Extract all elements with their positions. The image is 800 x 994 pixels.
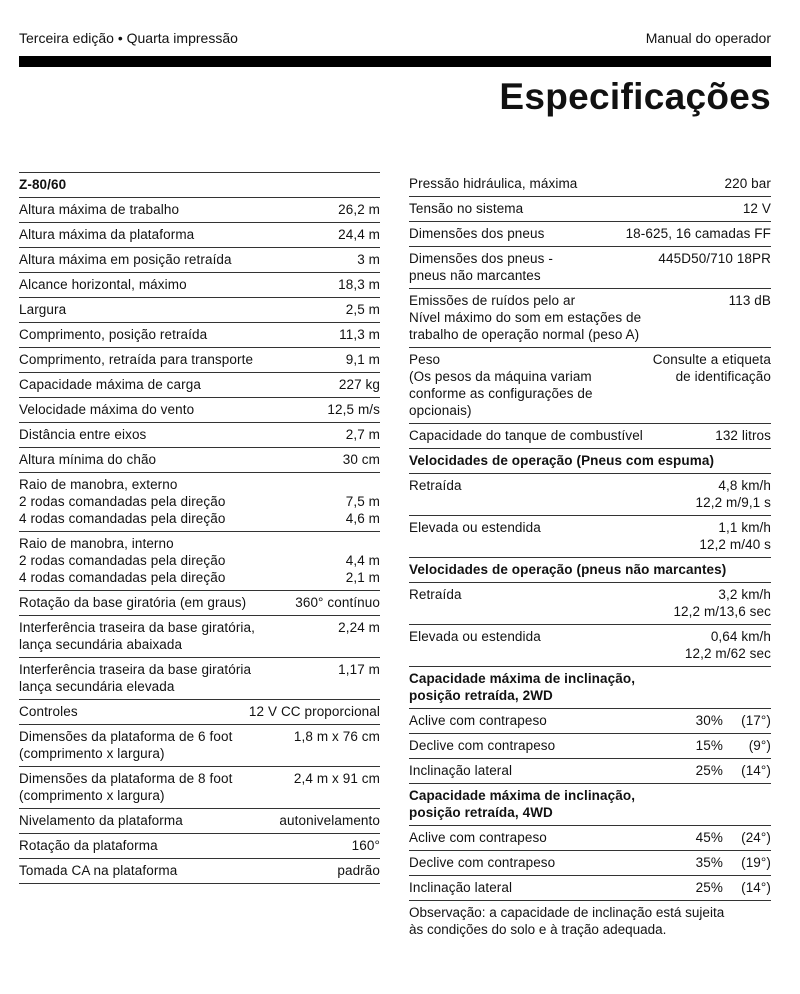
slope-percent: 30% — [695, 713, 723, 728]
spec-value: 1,17 m — [338, 662, 380, 677]
spec-value: 4,4 m 2,1 m — [345, 553, 380, 585]
spec-row — [409, 474, 771, 516]
spec-value: 445D50/710 18PR — [658, 251, 771, 266]
spec-value: 1,8 m x 76 cm — [293, 729, 380, 744]
spec-value: 360° contínuo — [295, 595, 380, 610]
spec-label: Declive com contrapeso — [409, 738, 556, 753]
spec-row — [409, 172, 771, 197]
slope-percent: 15% — [695, 738, 723, 753]
spec-label: Controles — [19, 704, 78, 719]
spec-row — [19, 859, 380, 884]
spec-value: 2,5 m — [345, 302, 380, 317]
spec-value: 24,4 m — [338, 227, 380, 242]
spec-label: Aclive com contrapeso — [409, 713, 547, 728]
spec-label: Comprimento, retraída para transporte — [19, 352, 254, 367]
spec-row — [409, 583, 771, 625]
spec-label: Aclive com contrapeso — [409, 830, 547, 845]
spec-label: Pressão hidráulica, máxima — [409, 176, 578, 191]
spec-value: 3 m — [357, 252, 380, 267]
specs-left-column — [19, 172, 380, 884]
spec-label: Velocidade máxima do vento — [19, 402, 195, 417]
spec-row — [19, 198, 380, 223]
slope-angle: (17°) — [741, 713, 771, 728]
spec-label: Elevada ou estendida — [409, 629, 541, 644]
model-heading-row — [19, 172, 380, 198]
spec-row — [19, 616, 380, 658]
spec-label: Inclinação lateral — [409, 763, 513, 778]
spec-label: Raio de manobra, externo 2 rodas comandadas pela direção 4 rodas comandadas pela direção — [19, 477, 226, 526]
slope-2wd-title: Capacidade máxima de inclinação, posição retraída, 2WD — [409, 671, 636, 703]
spec-label: Dimensões da plataforma de 6 foot (comprimento x largura) — [19, 729, 233, 761]
spec-label: Distância entre eixos — [19, 427, 147, 442]
spec-row — [409, 247, 771, 289]
spec-label: Dimensões dos pneus — [409, 226, 545, 241]
spec-value: 4,8 km/h 12,2 m/9,1 s — [695, 478, 771, 510]
spec-value: 3,2 km/h 12,2 m/13,6 sec — [673, 587, 771, 619]
spec-label: Peso (Os pesos da máquina variam conforme as configurações de opcionais) — [409, 352, 593, 418]
spec-value: 7,5 m 4,6 m — [345, 494, 380, 526]
slope-note: Observação: a capacidade de inclinação está sujeita às condições do solo e à tração adequada. — [409, 905, 725, 937]
spec-label: Altura máxima da plataforma — [19, 227, 195, 242]
slope-angle: (19°) — [741, 855, 771, 870]
slope-2wd-heading — [409, 667, 771, 709]
spec-row — [19, 725, 380, 767]
slope-angle: (14°) — [741, 880, 771, 895]
spec-label: Interferência traseira da base giratória, lança secundária abaixada — [19, 620, 255, 652]
spec-value: 18,3 m — [338, 277, 380, 292]
spec-label: Dimensões dos pneus - pneus não marcantes — [409, 251, 553, 283]
spec-value: 30 cm — [342, 452, 380, 467]
spec-label: Largura — [19, 302, 67, 317]
spec-value — [683, 737, 771, 754]
page-header-left: Terceira edição • Quarta impressão — [19, 30, 238, 46]
spec-row — [409, 516, 771, 558]
spec-value: 12 V — [742, 201, 771, 216]
spec-value: 2,4 m x 91 cm — [293, 771, 380, 786]
spec-row — [19, 298, 380, 323]
spec-label: Alcance horizontal, máximo — [19, 277, 187, 292]
spec-label: Dimensões da plataforma de 8 foot (comprimento x largura) — [19, 771, 233, 803]
slope-percent: 25% — [695, 880, 723, 895]
spec-label: Altura máxima de trabalho — [19, 202, 180, 217]
left-spec-rows — [19, 198, 380, 884]
spec-row — [19, 809, 380, 834]
spec-value — [683, 829, 771, 846]
spec-row — [409, 826, 771, 851]
spec-row — [409, 876, 771, 901]
spec-label: Emissões de ruídos pelo ar Nível máximo do som em estações de trabalho de operação normal (peso A) — [409, 293, 642, 342]
spec-row — [19, 658, 380, 700]
specs-right-column — [409, 172, 771, 938]
spec-value — [683, 712, 771, 729]
spec-value: Consulte a etiqueta de identificação — [652, 352, 771, 384]
right-spec-rows — [409, 172, 771, 449]
spec-label: Retraída — [409, 587, 462, 602]
slope-angle: (24°) — [741, 830, 771, 845]
spec-row — [409, 197, 771, 222]
spec-value: 9,1 m — [345, 352, 380, 367]
spec-label: Rotação da plataforma — [19, 838, 158, 853]
spec-row — [19, 448, 380, 473]
model-name: Z-80/60 — [19, 177, 67, 192]
spec-value: 12 V CC proporcional — [248, 704, 380, 719]
spec-value — [683, 879, 771, 896]
spec-row — [409, 348, 771, 424]
spec-label: Tomada CA na plataforma — [19, 863, 178, 878]
page-title: Especificações — [499, 76, 771, 117]
spec-value: 220 bar — [724, 176, 771, 191]
speeds-nonmarking-rows — [409, 583, 771, 667]
page-header-right: Manual do operador — [645, 30, 771, 46]
spec-row — [409, 759, 771, 784]
speeds-foam-heading — [409, 449, 771, 474]
spec-label: Comprimento, posição retraída — [19, 327, 208, 342]
spec-row — [409, 625, 771, 667]
speeds-nonmarking-heading — [409, 558, 771, 583]
spec-label: Altura mínima do chão — [19, 452, 157, 467]
spec-label: Capacidade do tanque de combustível — [409, 428, 643, 443]
spec-label: Declive com contrapeso — [409, 855, 556, 870]
spec-value: 113 dB — [728, 293, 771, 308]
spec-value — [683, 854, 771, 871]
slope-percent: 25% — [695, 763, 723, 778]
speeds-nonmarking-title: Velocidades de operação (pneus não marcantes) — [409, 562, 727, 577]
spec-label: Inclinação lateral — [409, 880, 513, 895]
spec-value: padrão — [337, 863, 380, 878]
spec-row — [19, 348, 380, 373]
spec-label: Raio de manobra, interno 2 rodas comandadas pela direção 4 rodas comandadas pela direção — [19, 536, 226, 585]
spec-row — [19, 323, 380, 348]
spec-value: 18-625, 16 camadas FF — [625, 226, 771, 241]
spec-value: 12,5 m/s — [327, 402, 380, 417]
slope-angle: (14°) — [741, 763, 771, 778]
slope-percent: 45% — [695, 830, 723, 845]
spec-row — [409, 222, 771, 247]
spec-row — [19, 473, 380, 532]
spec-row — [19, 273, 380, 298]
speeds-foam-rows — [409, 474, 771, 558]
spec-label: Interferência traseira da base giratória lança secundária elevada — [19, 662, 252, 694]
spec-value: autonivelamento — [279, 813, 380, 828]
spec-row — [19, 532, 380, 591]
spec-label: Capacidade máxima de carga — [19, 377, 201, 392]
slope-percent: 35% — [695, 855, 723, 870]
spec-row — [19, 398, 380, 423]
spec-label: Elevada ou estendida — [409, 520, 541, 535]
spec-label: Rotação da base giratória (em graus) — [19, 595, 247, 610]
spec-value: 0,64 km/h 12,2 m/62 sec — [684, 629, 771, 661]
slope-angle: (9°) — [748, 738, 771, 753]
spec-row — [19, 834, 380, 859]
spec-row — [19, 591, 380, 616]
spec-label: Retraída — [409, 478, 462, 493]
spec-row — [19, 767, 380, 809]
spec-label: Altura máxima em posição retraída — [19, 252, 232, 267]
spec-value: 160° — [351, 838, 380, 853]
spec-row — [19, 373, 380, 398]
slope-4wd-heading — [409, 784, 771, 826]
spec-row — [19, 700, 380, 725]
header-divider — [19, 56, 771, 67]
speeds-foam-title: Velocidades de operação (Pneus com espuma) — [409, 453, 715, 468]
spec-row — [409, 851, 771, 876]
spec-value: 2,24 m — [338, 620, 380, 635]
slope-4wd-rows — [409, 826, 771, 901]
spec-value — [683, 762, 771, 779]
slope-4wd-title: Capacidade máxima de inclinação, posição retraída, 4WD — [409, 788, 636, 820]
spec-row — [409, 734, 771, 759]
spec-row — [409, 709, 771, 734]
spec-row — [19, 248, 380, 273]
spec-row — [409, 289, 771, 348]
spec-value: 2,7 m — [345, 427, 380, 442]
spec-row — [409, 424, 771, 449]
spec-value: 1,1 km/h 12,2 m/40 s — [699, 520, 771, 552]
spec-label: Nivelamento da plataforma — [19, 813, 183, 828]
spec-value: 227 kg — [338, 377, 380, 392]
spec-row — [19, 423, 380, 448]
slope-2wd-rows — [409, 709, 771, 784]
spec-label: Tensão no sistema — [409, 201, 524, 216]
spec-row — [19, 223, 380, 248]
spec-value: 132 litros — [715, 428, 771, 443]
spec-value: 26,2 m — [338, 202, 380, 217]
spec-value: 11,3 m — [339, 327, 380, 342]
